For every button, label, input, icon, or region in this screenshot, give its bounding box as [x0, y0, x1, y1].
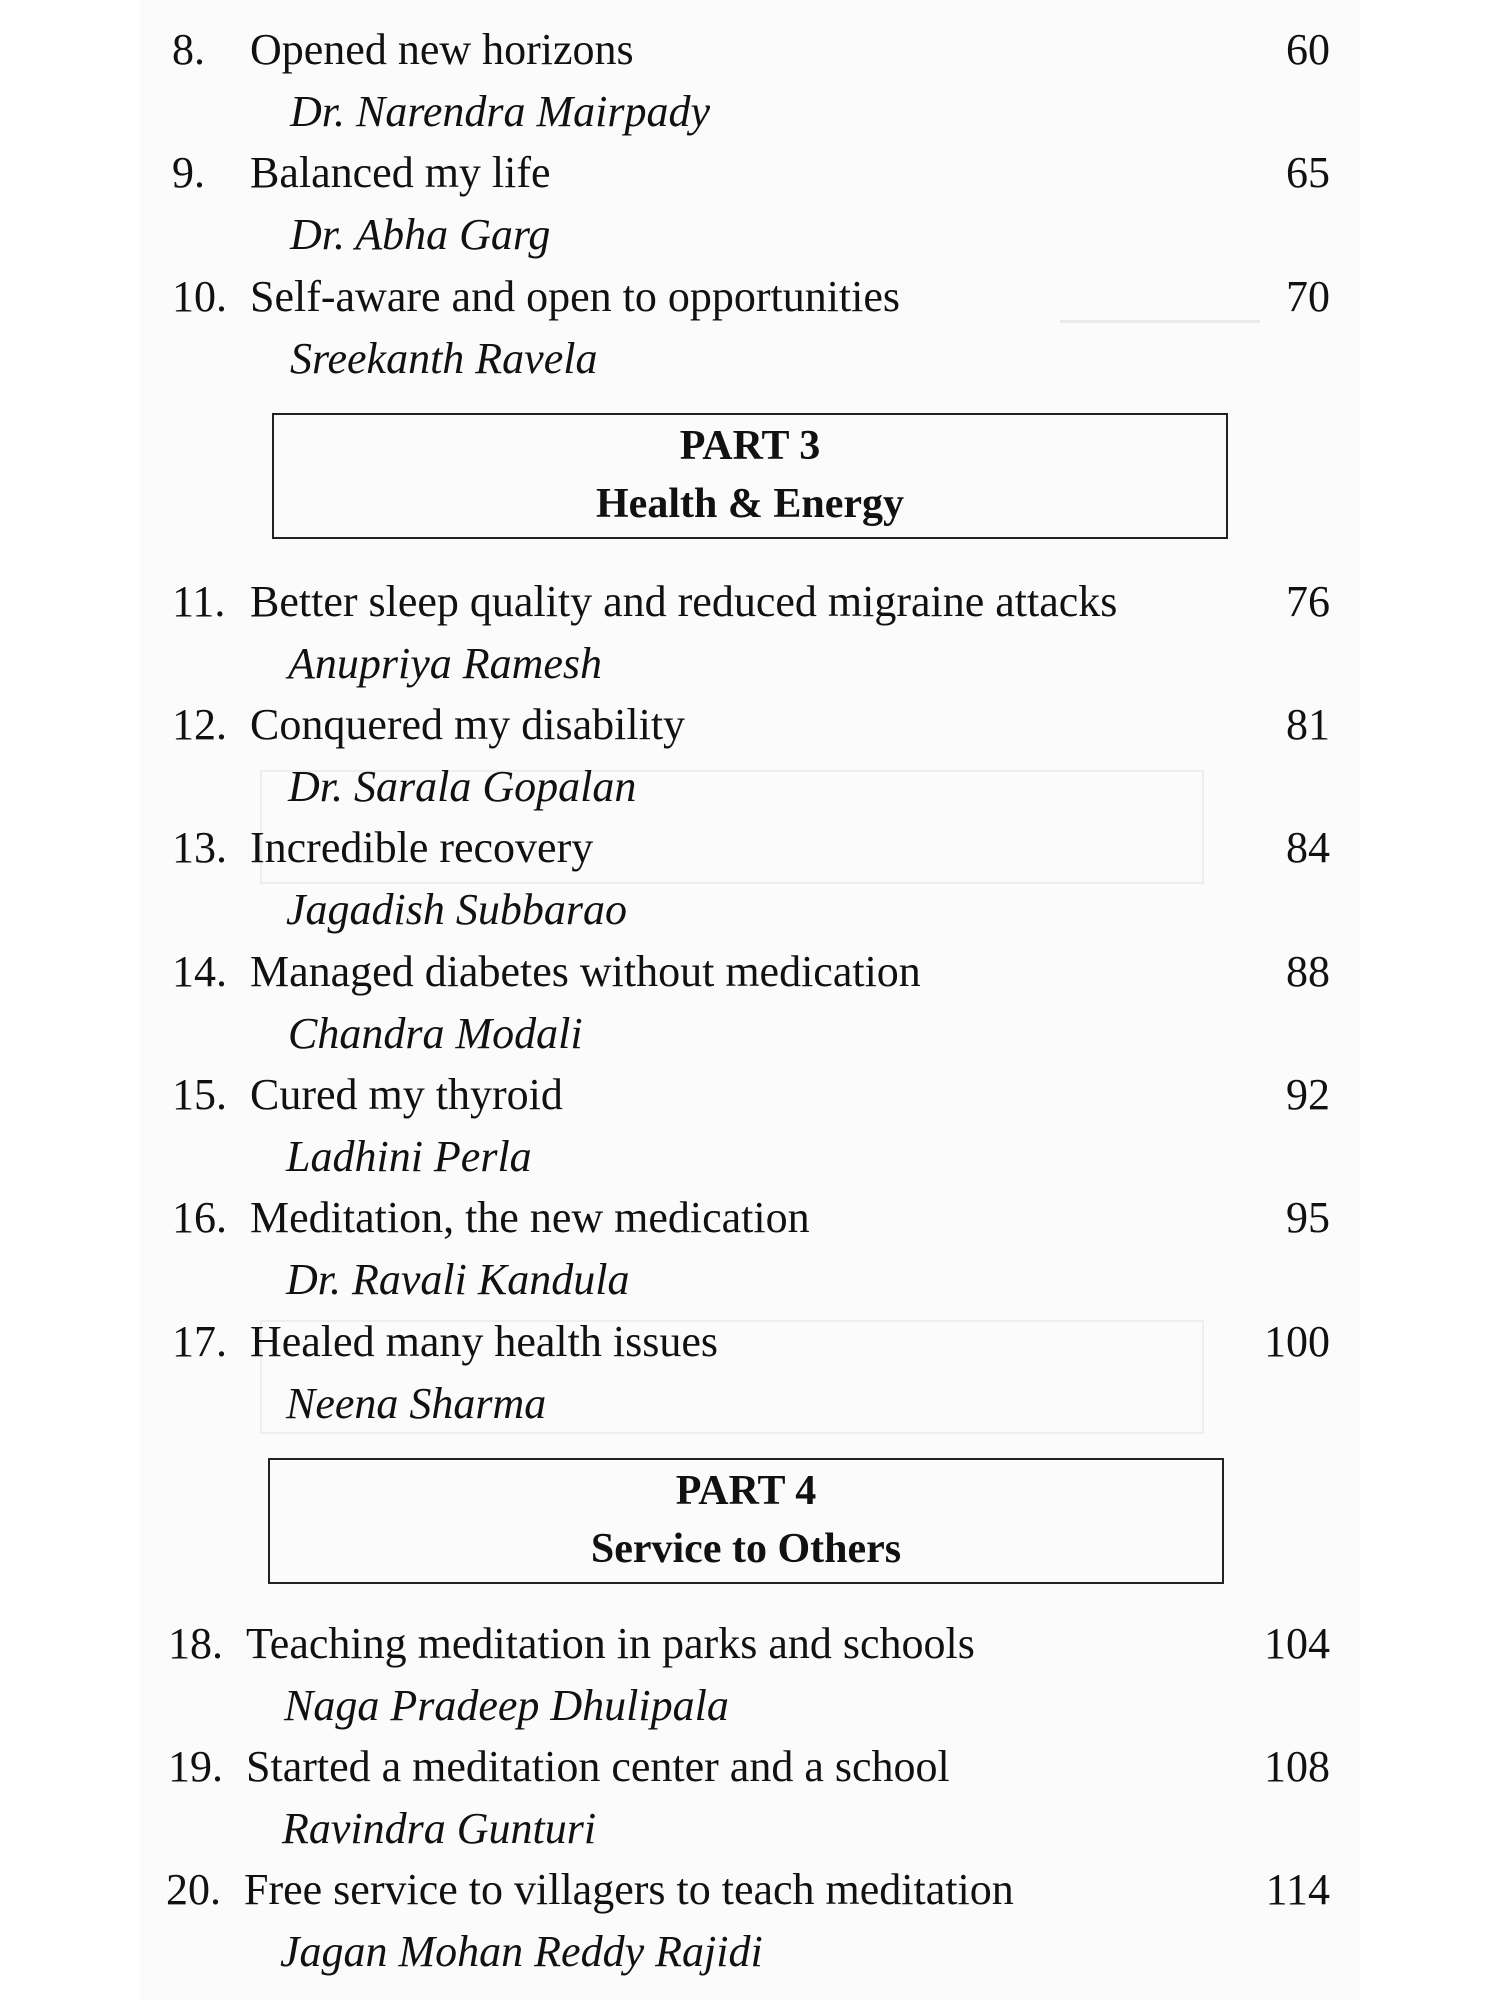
toc-entry [0, 1188, 1500, 1248]
toc-author [0, 1250, 1500, 1310]
entry-author: Jagadish Subbarao [286, 885, 627, 934]
entry-author: Dr. Abha Garg [290, 210, 551, 259]
entry-page-number: 76 [1286, 577, 1330, 626]
entry-page-number: 65 [1286, 148, 1330, 197]
toc-entry [0, 1312, 1500, 1372]
entry-number: 18. [168, 1619, 223, 1668]
entry-number: 10. [172, 272, 227, 321]
entry-author: Dr. Ravali Kandula [286, 1255, 630, 1304]
entry-page-number: 104 [1264, 1619, 1330, 1668]
toc-author [0, 1374, 1500, 1434]
toc-entry [0, 818, 1500, 878]
entry-page-number: 81 [1286, 700, 1330, 749]
entry-number: 20. [166, 1865, 221, 1914]
entry-author: Ravindra Gunturi [282, 1804, 597, 1853]
entry-number: 17. [172, 1317, 227, 1366]
entry-author: Dr. Narendra Mairpady [290, 87, 711, 136]
entry-title: Started a meditation center and a school [246, 1742, 950, 1791]
toc-author [0, 880, 1500, 940]
entry-author: Dr. Sarala Gopalan [288, 762, 637, 811]
entry-author: Jagan Mohan Reddy Rajidi [280, 1927, 763, 1976]
entry-number: 9. [172, 148, 205, 197]
entry-title: Incredible recovery [250, 823, 594, 872]
entry-title: Balanced my life [250, 148, 551, 197]
toc-author [0, 205, 1500, 265]
toc-author [0, 1676, 1500, 1736]
entry-title: Better sleep quality and reduced migraine attacks [250, 577, 1118, 626]
toc-author [0, 634, 1500, 694]
entry-page-number: 92 [1286, 1070, 1330, 1119]
toc-entry [0, 20, 1500, 80]
toc-entry [0, 1860, 1500, 1920]
entry-author: Neena Sharma [286, 1379, 547, 1428]
entry-title: Managed diabetes without medication [250, 947, 921, 996]
toc-entry [0, 1065, 1500, 1125]
entry-page-number: 95 [1286, 1193, 1330, 1242]
entry-author: Ladhini Perla [286, 1132, 532, 1181]
entry-title: Meditation, the new medication [250, 1193, 810, 1242]
entry-number: 14. [172, 947, 227, 996]
toc-entry [0, 1737, 1500, 1797]
toc-entry [0, 267, 1500, 327]
entry-page-number: 60 [1286, 25, 1330, 74]
entry-number: 15. [172, 1070, 227, 1119]
part-name: Service to Others [590, 1526, 902, 1572]
entry-number: 13. [172, 823, 227, 872]
entry-author: Chandra Modali [288, 1009, 583, 1058]
entry-title: Cured my thyroid [250, 1070, 563, 1119]
entry-number: 12. [172, 700, 227, 749]
toc-author [0, 1799, 1500, 1859]
entry-page-number: 114 [1265, 1865, 1330, 1914]
entry-number: 16. [172, 1193, 227, 1242]
toc-author [0, 1922, 1500, 1982]
toc-author [0, 329, 1500, 389]
part-name: Health & Energy [596, 481, 904, 527]
entry-title: Free service to villagers to teach meditation [244, 1865, 1014, 1914]
entry-author: Anupriya Ramesh [288, 639, 603, 688]
part-4-heading [268, 1458, 1224, 1584]
entry-title: Healed many health issues [250, 1317, 718, 1366]
toc-author [0, 1004, 1500, 1064]
entry-page-number: 88 [1286, 947, 1330, 996]
part-label: PART 3 [679, 423, 821, 469]
entry-number: 11. [172, 577, 226, 626]
entry-author: Sreekanth Ravela [290, 334, 598, 383]
toc-author [0, 1127, 1500, 1187]
part-label: PART 4 [675, 1468, 817, 1514]
entry-page-number: 70 [1286, 272, 1330, 321]
entry-page-number: 84 [1286, 823, 1330, 872]
entry-title: Conquered my disability [250, 700, 686, 749]
toc-author [0, 82, 1500, 142]
entry-number: 8. [172, 25, 205, 74]
toc-entry [0, 695, 1500, 755]
entry-number: 19. [168, 1742, 223, 1791]
toc-entry [0, 143, 1500, 203]
toc-entry [0, 572, 1500, 632]
entry-page-number: 108 [1264, 1742, 1330, 1791]
entry-title: Self-aware and open to opportunities [250, 272, 901, 321]
entry-title: Opened new horizons [250, 25, 634, 74]
entry-title: Teaching meditation in parks and schools [246, 1619, 975, 1668]
part-3-heading [272, 413, 1228, 539]
toc-entry [0, 1614, 1500, 1674]
toc-author [0, 757, 1500, 817]
entry-author: Naga Pradeep Dhulipala [284, 1681, 729, 1730]
entry-page-number: 100 [1264, 1317, 1330, 1366]
toc-entry [0, 942, 1500, 1002]
